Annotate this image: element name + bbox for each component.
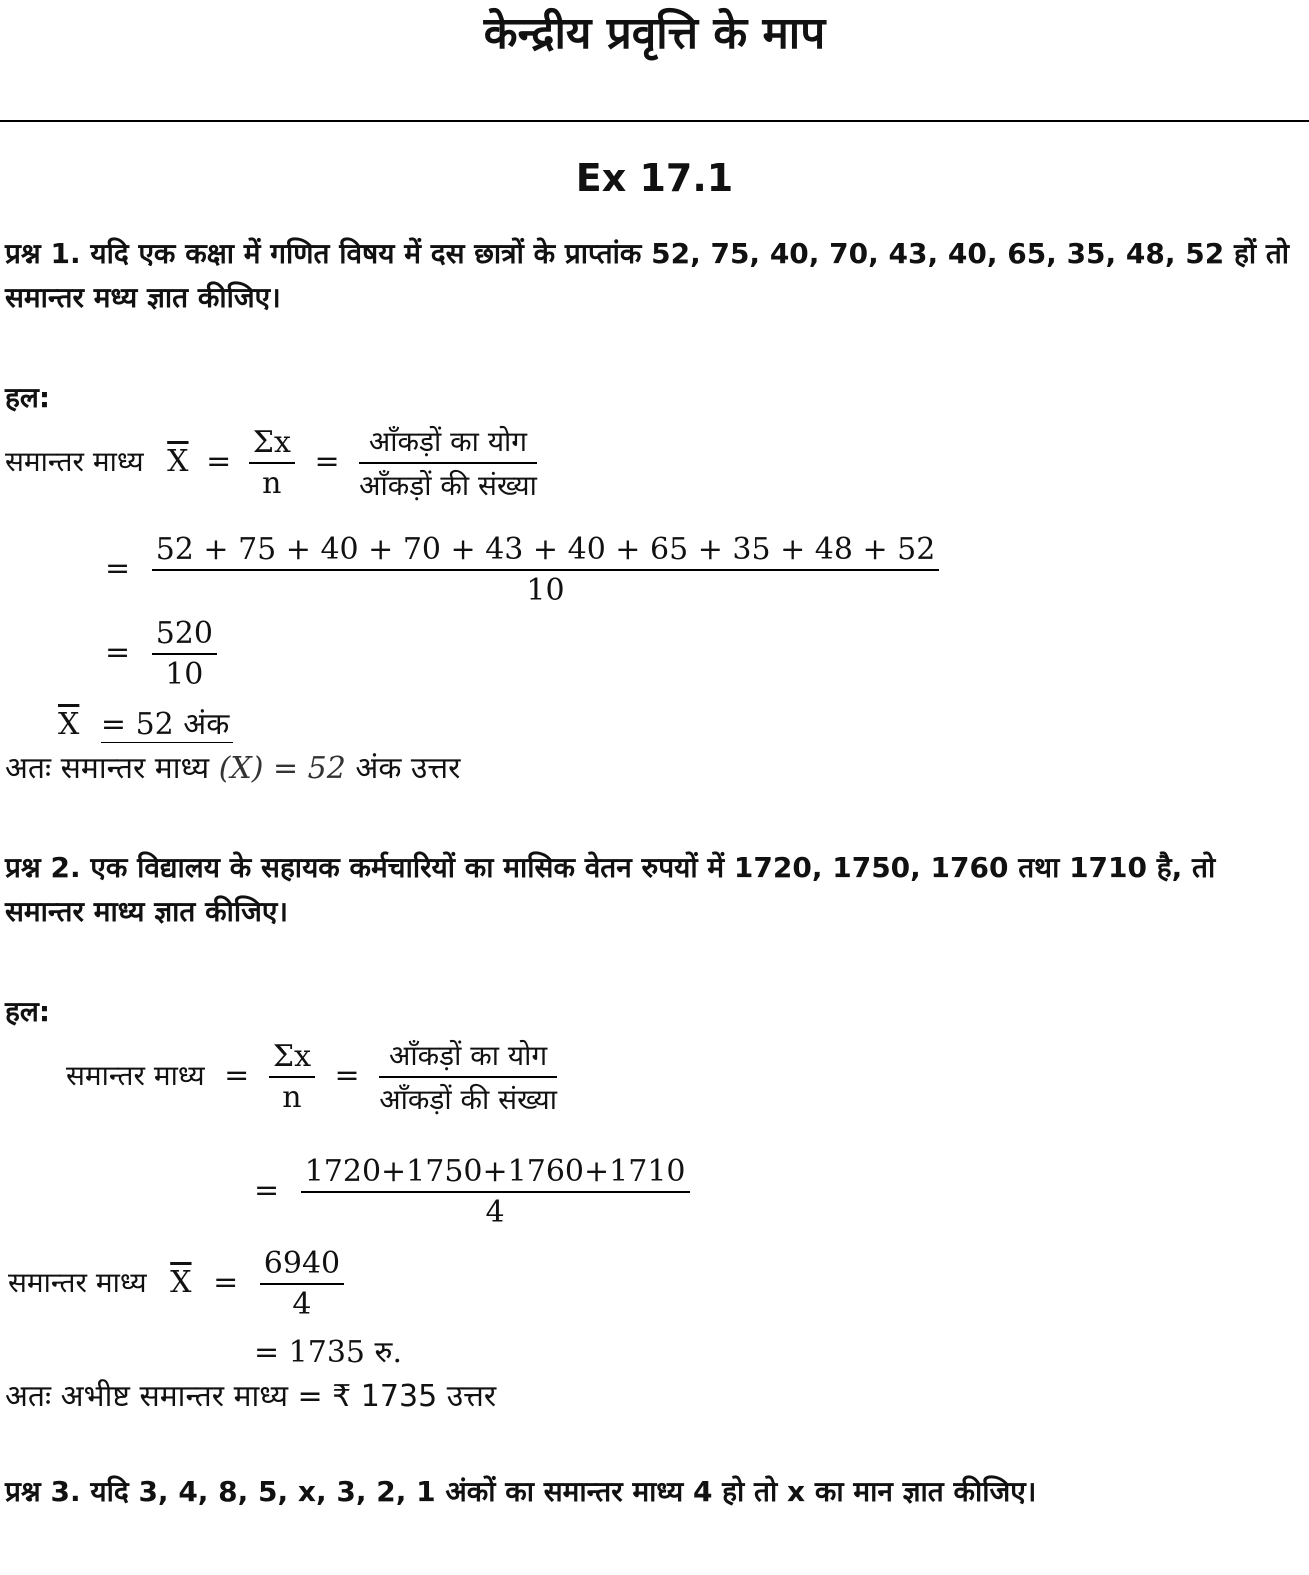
q1-sum-fraction <box>152 532 940 608</box>
q2-eq-4: = <box>213 1265 239 1300</box>
q1-formula-line <box>5 422 537 504</box>
q2-total-line <box>8 1246 344 1322</box>
q2-total-fraction <box>260 1246 344 1322</box>
q2-sigma-fraction <box>269 1039 315 1115</box>
q1-answer <box>5 746 460 787</box>
q1-sigma-den: n <box>262 466 282 501</box>
q1-total-num: 520 <box>152 616 217 655</box>
q2-total-den: 4 <box>292 1287 312 1322</box>
q2-answer: अतः अभीष्ट समान्तर माध्य = ₹ 1735 उत्तर <box>5 1379 497 1414</box>
q2-sum-num: 1720+1750+1760+1710 <box>301 1154 690 1193</box>
q1-answer-prefix: अतः समान्तर माध्य <box>5 751 210 786</box>
q1-words-den: आँकड़ों की संख्या <box>359 469 537 502</box>
question-3: प्रश्न 3. यदि 3, 4, 8, 5, x, 3, 2, 1 अंकों का समान्तर माध्य 4 हो तो x का मान ज्ञात कीजिए। <box>5 1475 1037 1508</box>
q2-sigma-den: n <box>282 1080 302 1115</box>
q1-total-line <box>105 616 217 692</box>
q1-eq-1: = <box>206 444 232 479</box>
exercise-heading: Ex 17.1 <box>575 156 734 200</box>
q1-result: = 52 अंक <box>101 707 233 743</box>
q1-xbar: $\overline{X}$ <box>167 444 189 479</box>
q1-sigma-num: Σx <box>249 425 295 464</box>
q2-sigma-num: Σx <box>269 1039 315 1078</box>
q1-eq-3: = <box>105 551 131 586</box>
q2-mean-label: समान्तर माध्य <box>66 1059 205 1092</box>
q1-sum-den: 10 <box>526 573 565 608</box>
q2-eq-3: = <box>254 1173 280 1208</box>
q1-eq-2: = <box>314 444 340 479</box>
q1-sigma-fraction <box>249 425 295 501</box>
q2-words-fraction <box>379 1036 557 1118</box>
title-divider <box>0 120 1309 122</box>
q1-result-line <box>58 702 233 743</box>
q1-sum-num: 52 + 75 + 40 + 70 + 43 + 40 + 65 + 35 + 48 + 52 <box>152 532 940 571</box>
solution-label-2: हल: <box>5 995 51 1028</box>
q1-total-den: 10 <box>165 657 204 692</box>
q1-answer-suffix: अंक उत्तर <box>355 751 461 786</box>
q2-words-den: आँकड़ों की संख्या <box>379 1083 557 1116</box>
q1-result-xbar: $\overline{X}$ <box>58 707 80 742</box>
solution-label-1: हल: <box>5 381 51 414</box>
q1-answer-math: (X) = 52 <box>218 751 346 786</box>
q1-words-fraction <box>359 422 537 504</box>
q1-words-num: आँकड़ों का योग <box>359 422 537 464</box>
q2-eq-2: = <box>334 1058 360 1093</box>
question-2: प्रश्न 2. एक विद्यालय के सहायक कर्मचारियों का मासिक वेतन रुपयों में 1720, 1750, 1760 तथा 1710 है, तो समान्तर माध्य ज्ञात कीजिए। <box>5 851 1216 928</box>
q2-mean-label-2: समान्तर माध्य <box>8 1266 147 1299</box>
q2-sum-line <box>254 1154 690 1230</box>
page-title: केन्द्रीय प्रवृत्ति के माप <box>483 8 826 59</box>
q2-result: = 1735 रु. <box>254 1335 403 1370</box>
q2-sum-fraction <box>301 1154 690 1230</box>
q2-words-num: आँकड़ों का योग <box>379 1036 557 1078</box>
q1-mean-label: समान्तर माध्य <box>5 445 144 478</box>
q2-eq-1: = <box>224 1058 250 1093</box>
q1-total-fraction <box>152 616 217 692</box>
q1-sum-line <box>105 532 939 608</box>
question-1: प्रश्न 1. यदि एक कक्षा में गणित विषय में दस छात्रों के प्राप्तांक 52, 75, 40, 70, 43, 40, 65, 35, 48, 52 हों तो समान्तर मध्य ज्ञात कीजिए। <box>5 237 1290 314</box>
q2-sum-den: 4 <box>485 1195 505 1230</box>
q2-total-num: 6940 <box>260 1246 344 1285</box>
q1-eq-4: = <box>105 635 131 670</box>
q2-xbar: $\overline{X}$ <box>170 1265 192 1300</box>
q2-formula-line <box>66 1036 557 1118</box>
